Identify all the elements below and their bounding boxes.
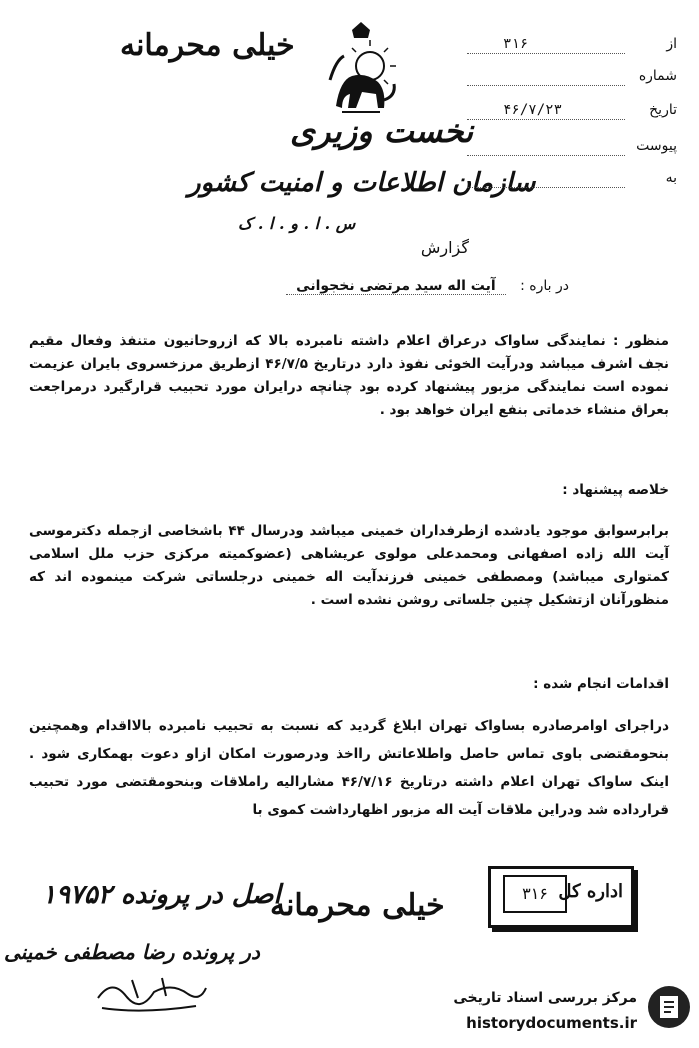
office-stamp (488, 866, 634, 928)
header-from-field (467, 36, 677, 58)
history-documents-logo-icon (646, 984, 692, 1030)
actions-paragraph: دراجرای اوامرصادره بساواک تهران ابلاغ گردید که نسبت به تحبیب نامبرده بالااقدام وهمچنین بنحومقتضی باوی تماس حاصل واطلاعاتش رااخذ ودرصورت امکان ازاو دعوت بهمکاری شود . اینک ساواک تهران اعلام داشته درتاریخ ۴۶/۷/۱۶ مشارالیه راملاقات وبنحومقتضی مورد تحبیب قرارداده شد ودراین ملاقات آیت اله مزبور اظهارداشت کموی با (29, 718, 669, 818)
agency-title: سازمان اطلاعات و امنیت کشور (188, 168, 536, 198)
header-to-field (467, 170, 677, 192)
subject-row (139, 278, 569, 294)
watermark-name: مرکز بررسی اسناد تاریخی (453, 990, 637, 1006)
summary-label: خلاصه پیشنهاد : (562, 482, 669, 498)
stamp-number: ۳۱۶ (503, 875, 567, 913)
attachment-label: پیوست (636, 138, 677, 154)
handwritten-file-note: در پرونده رضا مصطفی خمینی (4, 940, 260, 964)
number-label: شماره (638, 68, 677, 84)
field-line (467, 85, 625, 86)
from-label: از (666, 36, 677, 52)
from-value: ۳۱۶ (503, 36, 529, 52)
header-attachment-field (467, 138, 677, 160)
ministry-title: نخست وزیری (290, 112, 474, 150)
actions-label: اقدامات انجام شده : (533, 676, 669, 692)
date-label: تاریخ (649, 102, 677, 118)
classification-bottom: خیلی محرمانه (270, 888, 445, 923)
handwritten-date-note: اصل در پرونده ۱۹۷۵۲ (42, 880, 281, 910)
to-label: به (665, 170, 677, 186)
purpose-paragraph: منظور : نمایندگی ساواک درعراق اعلام داشته نامبرده بالا که ازروحانیون متنفذ وفعال مقیم نجف اشرف میباشد ودرآیت الخوئی نفوذ دارد درتاریخ ۴۶/۷/۵ ازطریق مرزخسروی بایران عزیمت نموده است نمایندگی مزبور پیشنهاد کرده بود چنانچه درایران مورد تحبیب قرارگیرد درمراجعت بعراق منشاء خدماتی بنفع ایران خواهد بود . (29, 333, 669, 418)
lion-and-sun-emblem-icon (322, 20, 400, 120)
field-line (467, 53, 625, 54)
summary-paragraph: برابرسوابق موجود یادشده ازطرفداران خمینی میباشد ودرسال ۴۴ باشخاصی ازجمله دکترموسی آیت الله زاده اصفهانی ومحمدعلی مولوی عریشاهی (عضوکمیته مرکزی حزب ملل اسلامی کمتواری میباشد) ومصطفی خمینی فرزندآیت اله خمینی درجلساتی شرکت مینموده اند که منظورآنان ازتشکیل چنین جلساتی روشن نشده است . (29, 523, 669, 608)
field-line (467, 187, 625, 188)
classification-top: خیلی محرمانه (120, 28, 295, 63)
header-number-field (467, 68, 677, 90)
date-value: ۴۶/۷/۲۳ (503, 102, 563, 118)
subject-label: در باره : (520, 278, 569, 294)
header-date-field (467, 102, 677, 124)
watermark-url: historydocuments.ir (466, 1014, 637, 1032)
stamp-text: اداره کل (558, 881, 623, 902)
signature-icon (92, 968, 212, 1016)
subject-value: آیت اله سید مرتضی نخجوانی (286, 278, 506, 295)
field-line (467, 119, 625, 120)
reference-code: س . ا . و . ا . ک (238, 214, 356, 233)
field-line (467, 155, 625, 156)
report-title: گزارش (420, 238, 469, 257)
